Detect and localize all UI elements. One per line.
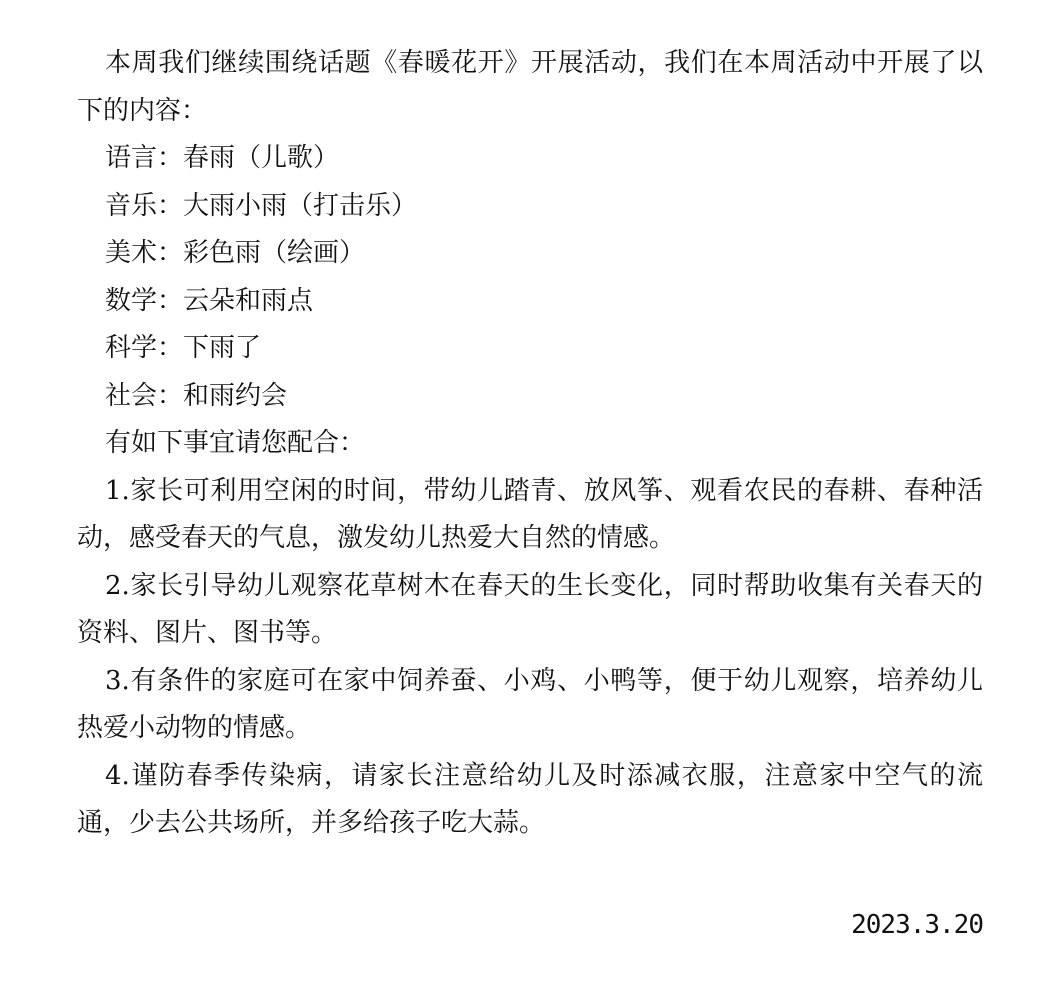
subject-language: 语言：春雨（儿歌） [105, 143, 340, 173]
subject-art: 美术：彩色雨（绘画） [105, 238, 366, 268]
request-heading: 有如下事宜请您配合： [105, 428, 366, 458]
subject-music: 音乐：大雨小雨（打击乐） [105, 190, 418, 221]
intro-paragraph: 本周我们继续围绕话题《春暖花开》开展活动，我们在本周活动中开展了以下的内容： [77, 48, 983, 126]
request-item-4: 4.谨防春季传染病，请家长注意给幼儿及时添减衣服，注意家中空气的流通，少去公共场所，并多给孩子吃大蒜。 [77, 760, 983, 838]
subject-society: 社会：和雨约会 [105, 380, 288, 411]
notice-document [77, 40, 983, 848]
subject-math: 数学：云朵和雨点 [105, 285, 314, 316]
request-item-1: 1.家长可利用空闲的时间，带幼儿踏青、放风筝、观看农民的春耕、春种活动，感受春天的气息，激发幼儿热爱大自然的情感。 [77, 475, 983, 553]
request-item-3: 3.有条件的家庭可在家中饲养蚕、小鸡、小鸭等，便于幼儿观察，培养幼儿热爱小动物的情感。 [77, 665, 983, 743]
subject-science: 科学：下雨了 [105, 333, 262, 363]
notice-date: 2023.3.20 [851, 910, 983, 940]
request-item-2: 2.家长引导幼儿观察花草树木在春天的生长变化，同时帮助收集有关春天的资料、图片、图书等。 [77, 570, 983, 648]
